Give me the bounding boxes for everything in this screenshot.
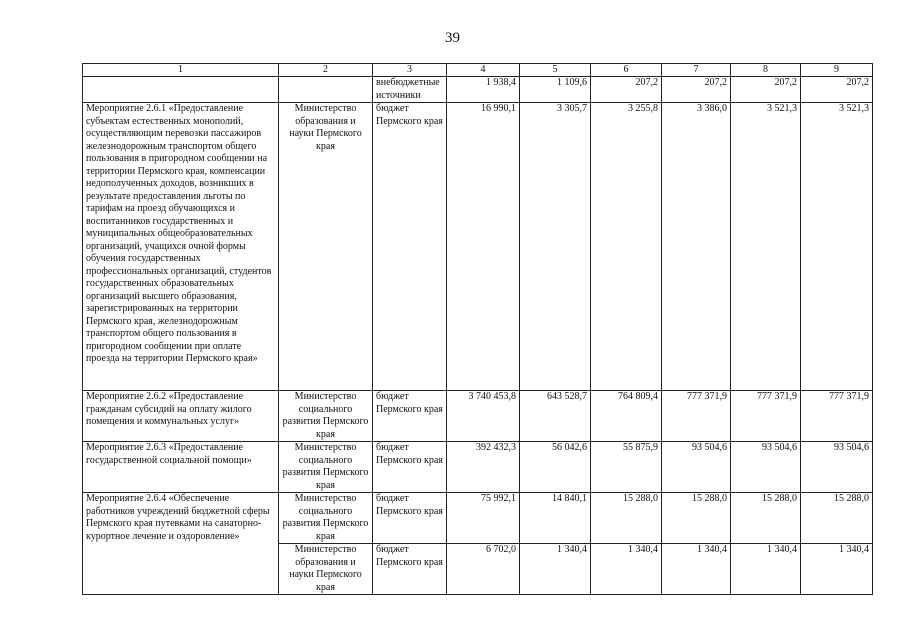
header-cell: 1 [83,64,279,77]
table-row [83,442,873,493]
table-row [83,391,873,442]
value-cell: 392 432,3 [447,442,520,493]
executor-cell: Министерство образования и науки Пермского края [279,544,373,595]
header-cell: 8 [731,64,801,77]
value-cell: 1 340,4 [520,544,591,595]
value-cell: 3 305,7 [520,103,591,391]
value-cell: 1 340,4 [801,544,873,595]
value-cell: 3 521,3 [801,103,873,391]
table-row [83,493,873,544]
header-cell: 6 [591,64,662,77]
executor-cell: Министерство социального развития Пермского края [279,442,373,493]
table-row [83,77,873,103]
value-cell: 93 504,6 [731,442,801,493]
budget-table [82,63,873,595]
value-cell: 16 990,1 [447,103,520,391]
header-cell: 2 [279,64,373,77]
value-cell: 1 340,4 [662,544,731,595]
event-cell: Мероприятие 2.6.2 «Предоставление гражданам субсидий на оплату жилого помещения и коммунальных услуг» [83,391,279,442]
value-cell: 777 371,9 [662,391,731,442]
value-cell: 3 386,0 [662,103,731,391]
executor-cell: Министерство социального развития Пермского края [279,391,373,442]
header-cell: 3 [373,64,447,77]
value-cell: 15 288,0 [801,493,873,544]
header-cell: 9 [801,64,873,77]
value-cell: 777 371,9 [731,391,801,442]
value-cell: 777 371,9 [801,391,873,442]
value-cell: 1 340,4 [591,544,662,595]
value-cell: 1 109,6 [520,77,591,103]
value-cell: 15 288,0 [591,493,662,544]
value-cell: 55 875,9 [591,442,662,493]
executor-cell: Министерство социального развития Пермского края [279,493,373,544]
value-cell: 3 255,8 [591,103,662,391]
source-cell: бюджет Пермского края [373,103,447,391]
value-cell: 3 521,3 [731,103,801,391]
header-cell: 5 [520,64,591,77]
value-cell: 3 740 453,8 [447,391,520,442]
source-cell: бюджет Пермского края [373,493,447,544]
value-cell: 15 288,0 [662,493,731,544]
value-cell: 93 504,6 [662,442,731,493]
value-cell: 1 340,4 [731,544,801,595]
source-cell: внебюджетные источники [373,77,447,103]
value-cell: 14 840,1 [520,493,591,544]
value-cell: 764 809,4 [591,391,662,442]
event-cell: Мероприятие 2.6.4 «Обеспечение работников учреждений бюджетной сферы Пермского края путевками на санаторно-курортное лечение и оздоровление» [83,493,279,595]
header-cell: 4 [447,64,520,77]
event-cell [83,77,279,103]
table-row [83,103,873,391]
value-cell: 207,2 [662,77,731,103]
executor-cell: Министерство образования и науки Пермского края [279,103,373,391]
page-number: 39 [445,30,460,46]
value-cell: 6 702,0 [447,544,520,595]
value-cell: 75 992,1 [447,493,520,544]
value-cell: 93 504,6 [801,442,873,493]
header-cell: 7 [662,64,731,77]
value-cell: 207,2 [591,77,662,103]
value-cell: 643 528,7 [520,391,591,442]
header-row [83,64,873,77]
value-cell: 1 938,4 [447,77,520,103]
executor-cell [279,77,373,103]
event-cell: Мероприятие 2.6.3 «Предоставление государственной социальной помощи» [83,442,279,493]
value-cell: 15 288,0 [731,493,801,544]
value-cell: 56 042,6 [520,442,591,493]
value-cell: 207,2 [801,77,873,103]
event-cell: Мероприятие 2.6.1 «Предоставление субъектам естественных монополий, осуществляющим перевозки пассажиров железнодорожным транспортом общего пользования в пригородном сообщении на территории Пермского края, компенсации недополученных доходов, возникших в результате предоставления льготы по тарифам на проезд обучающихся и воспитанников государственных и муниципальных общеобразовательных организаций, учащихся очной формы обучения государственных профессиональных организаций, студентов государственных образовательных организаций высшего образования, зарегистрированных на территории Пермского края, железнодорожным транспортом общего пользования в пригородном сообщении при оплате проезда на территории Пермского края» [83,103,279,391]
source-cell: бюджет Пермского края [373,544,447,595]
source-cell: бюджет Пермского края [373,442,447,493]
source-cell: бюджет Пермского края [373,391,447,442]
value-cell: 207,2 [731,77,801,103]
